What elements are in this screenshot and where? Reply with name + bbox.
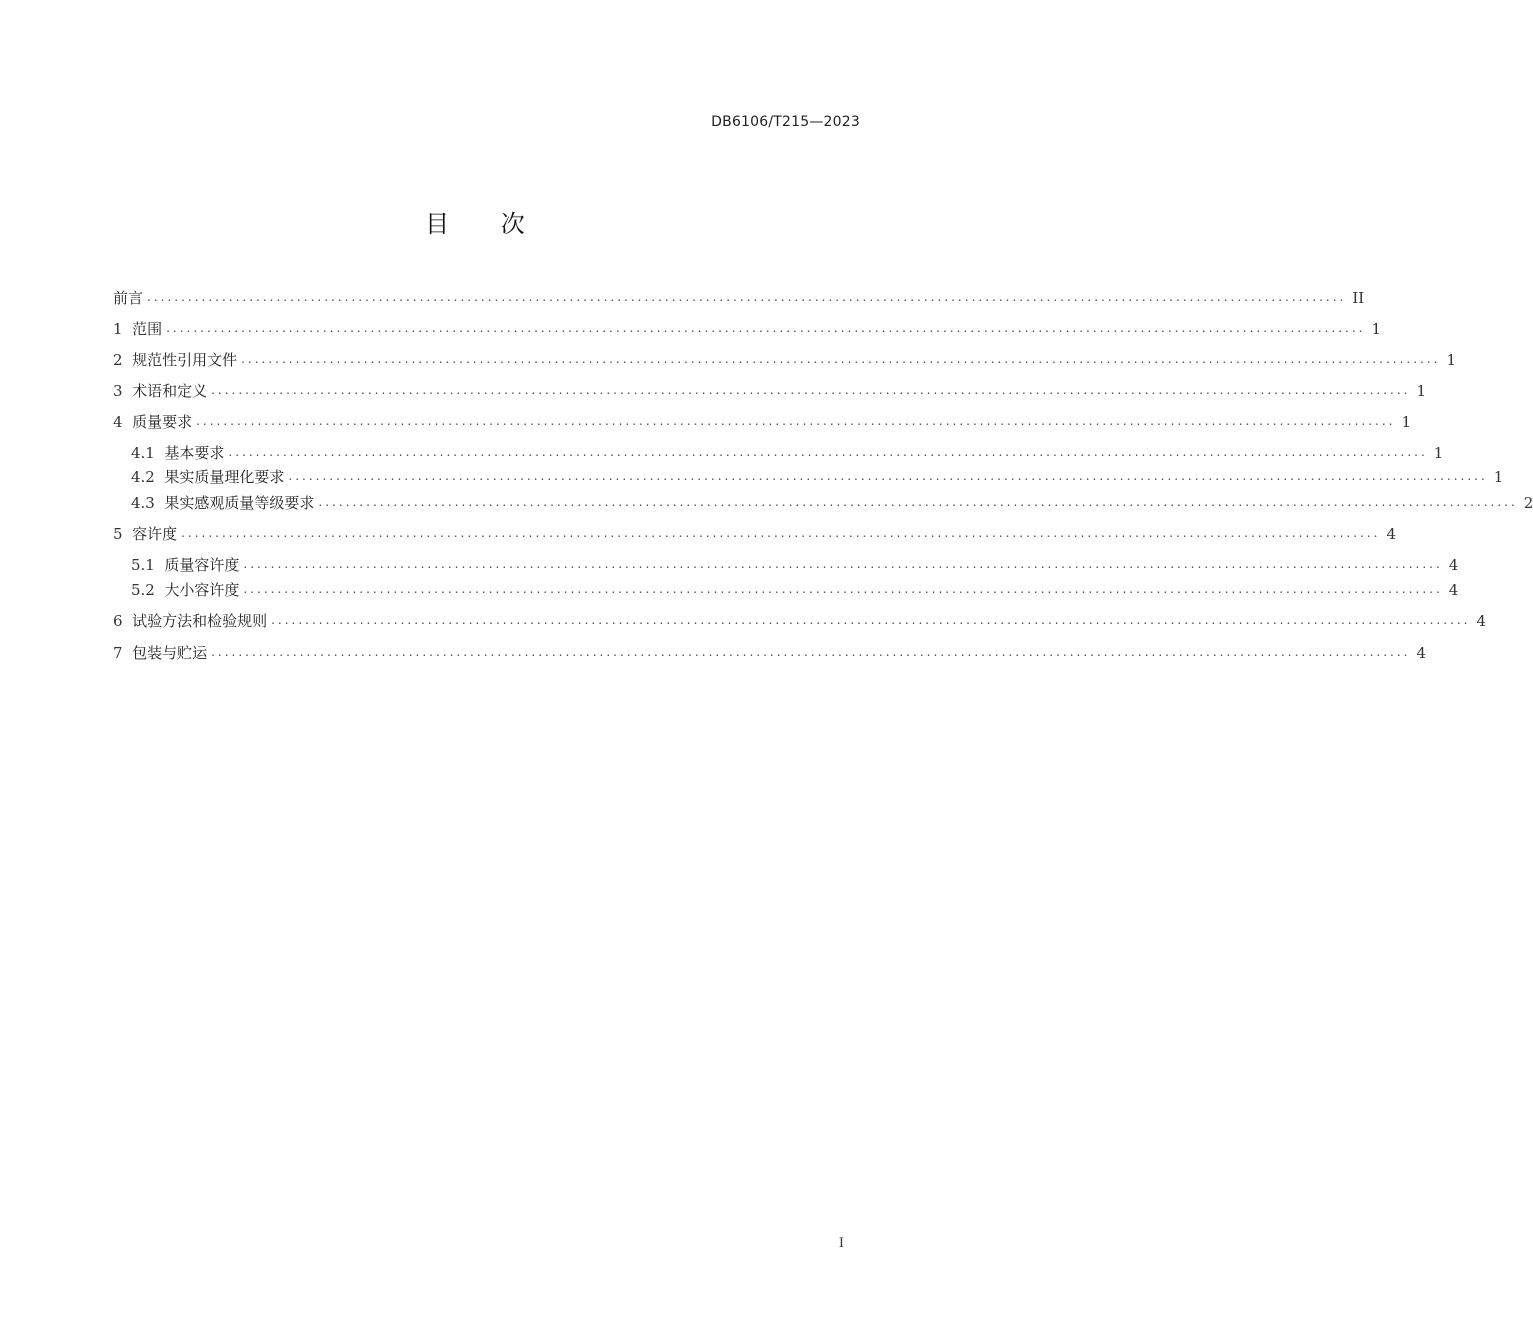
toc-dot-leader: ................................................................................................................................................................................ — [318, 495, 1518, 509]
toc-entry-label: 基本要求 — [164, 444, 225, 462]
toc-entry-number: 2 — [113, 351, 133, 369]
toc-entry-number: 4.1 — [131, 444, 165, 462]
toc-entry[interactable] — [113, 466, 1504, 488]
toc-entry-page: 4 — [1476, 612, 1486, 630]
toc-entry[interactable] — [113, 287, 1365, 309]
toc-entry[interactable] — [113, 523, 1396, 545]
toc-entry[interactable] — [113, 492, 1533, 514]
toc-dot-leader: ................................................................................................................................................................................ — [271, 613, 1471, 627]
toc-entry-page: 1 — [1493, 468, 1504, 486]
toc-entry-page: 2 — [1523, 494, 1533, 512]
toc-entry-label: 大小容许度 — [164, 581, 240, 599]
toc-dot-leader: ................................................................................................................................................................................ — [211, 645, 1411, 659]
toc-dot-leader: ................................................................................................................................................................................ — [196, 414, 1396, 428]
toc-entry-label: 果实质量理化要求 — [164, 468, 285, 486]
document-code: DB6106/T215—2023 — [711, 114, 860, 130]
toc-dot-leader: ................................................................................................................................................................................ — [243, 582, 1443, 596]
toc-entry-number: 5.2 — [131, 581, 165, 599]
toc-entry-page: 1 — [1371, 320, 1381, 338]
toc-entry-label: 规范性引用文件 — [132, 351, 238, 369]
toc-entry-number: 5 — [113, 525, 133, 543]
toc-dot-leader: ................................................................................................................................................................................ — [241, 352, 1441, 366]
watermark — [223, 840, 660, 1220]
toc-entry[interactable] — [113, 442, 1444, 464]
toc-entry-label: 术语和定义 — [132, 382, 208, 400]
toc-entry-page: 1 — [1446, 351, 1456, 369]
toc-dot-leader: ................................................................................................................................................................................ — [181, 526, 1381, 540]
toc-dot-leader: ................................................................................................................................................................................ — [243, 557, 1443, 571]
page-title: 目 次 — [425, 210, 547, 238]
toc-entry[interactable] — [113, 380, 1426, 402]
toc-entry[interactable] — [113, 610, 1486, 632]
toc-entry[interactable] — [113, 411, 1411, 433]
toc-entry-page: 1 — [1433, 444, 1444, 462]
toc-entry-label: 范围 — [132, 320, 163, 338]
toc-entry-number: 4.2 — [131, 468, 165, 486]
toc-entry-number: 6 — [113, 612, 133, 630]
toc-entry-label: 容许度 — [132, 525, 178, 543]
toc-entry[interactable] — [113, 349, 1456, 371]
toc-entry[interactable] — [113, 554, 1459, 576]
toc-entry[interactable] — [113, 642, 1426, 664]
toc-dot-leader: ................................................................................................................................................................................ — [147, 290, 1347, 304]
toc-entry-label: 包装与贮运 — [132, 644, 208, 662]
toc-entry-page: 1 — [1401, 413, 1411, 431]
toc-entry[interactable] — [113, 318, 1381, 340]
toc-entry-page: II — [1352, 289, 1365, 307]
toc-entry-label: 前言 — [113, 289, 144, 307]
toc-entry-number: 7 — [113, 644, 133, 662]
toc-entry-label: 果实感观质量等级要求 — [164, 494, 315, 512]
toc-entry-label: 质量容许度 — [164, 556, 240, 574]
toc-entry-page: 4 — [1448, 581, 1459, 599]
toc-entry-label: 试验方法和检验规则 — [132, 612, 268, 630]
toc-dot-leader: ................................................................................................................................................................................ — [228, 445, 1428, 459]
toc-entry-number: 4.3 — [131, 494, 165, 512]
toc-entry-label: 质量要求 — [132, 413, 193, 431]
toc-dot-leader: ................................................................................................................................................................................ — [211, 383, 1411, 397]
toc-entry-number: 1 — [113, 320, 133, 338]
toc-dot-leader: ................................................................................................................................................................................ — [288, 469, 1488, 483]
toc-entry-number: 3 — [113, 382, 133, 400]
toc-entry[interactable] — [113, 579, 1459, 601]
page-number: I — [838, 1236, 844, 1251]
toc-entry-page: 4 — [1448, 556, 1459, 574]
toc-entry-page: 4 — [1386, 525, 1396, 543]
toc-entry-number: 5.1 — [131, 556, 165, 574]
toc-entry-number: 4 — [113, 413, 133, 431]
toc-entry-page: 1 — [1416, 382, 1426, 400]
toc-entry-page: 4 — [1416, 644, 1426, 662]
toc-dot-leader: ................................................................................................................................................................................ — [166, 321, 1366, 335]
